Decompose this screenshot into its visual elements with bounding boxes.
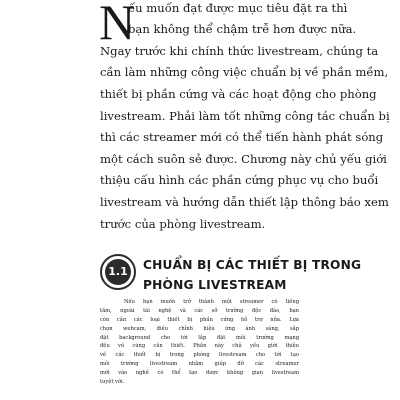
intro-line: thiết bị phần cứng và các hoạt động cho phòng (100, 87, 377, 101)
body-line: còn cần các loại thiết bị phần cứng hỗ trợ nữa. Lựa (100, 317, 299, 323)
intro-line: trước của phòng livestream. (100, 217, 266, 231)
body-line: tăm, ngoài tài nghệ và các sở trường độc đáo, bạn (100, 308, 299, 314)
intro-line: Ngay trước khi chính thức livestream, chúng ta (100, 44, 379, 58)
body-line: mới vào nghề có thể tạo được không gian livestream (100, 370, 299, 376)
intro-line: livestream và hướng dẫn thiết lập thông báo xem (100, 195, 389, 209)
section-number: 1.1 (105, 259, 131, 285)
intro-line: cần làm những công việc chuẩn bị về phần mềm, (100, 65, 389, 79)
intro-line: livestream. Phải làm tốt những công tác chuẩn bị (100, 109, 390, 123)
drop-cap: N (99, 0, 136, 50)
body-line: đặt background cho tới lắp đặt môi trường mạng (100, 335, 299, 341)
body-line: Nếu bạn muốn trở thành một streamer có tiếng (124, 299, 299, 305)
body-line: đều vô cùng cần thiết. Phần này chủ yếu giới thiệu (100, 343, 299, 349)
section-number-icon (100, 254, 136, 290)
body-line: về các thiết bị trong phòng livestream cho tới tạo (100, 352, 299, 358)
intro-line: thì các streamer mới có thể tiến hành phát sóng (100, 130, 384, 144)
intro-line: ếu muốn đạt được mục tiêu đặt ra thì (128, 1, 348, 15)
body-line: môi trường livestream nhằm giúp đỡ các streamer (100, 361, 299, 367)
section-title-line: PHÒNG LIVESTREAM (143, 278, 287, 292)
intro-line: thiệu cấu hình các phần cứng phục vụ cho buổi (100, 173, 379, 187)
body-line: chọn webcam, điều chỉnh hiệu ứng ánh sáng, sắp (100, 326, 299, 332)
section-title-line: CHUẨN BỊ CÁC THIẾT BỊ TRONG (143, 258, 362, 272)
body-line: tuyệt vời. (100, 379, 125, 385)
intro-line: bạn không thể chậm trễ hơn được nữa. (128, 22, 357, 36)
intro-line: một cách suôn sẻ được. Chương này chủ yếu giới (100, 152, 387, 166)
